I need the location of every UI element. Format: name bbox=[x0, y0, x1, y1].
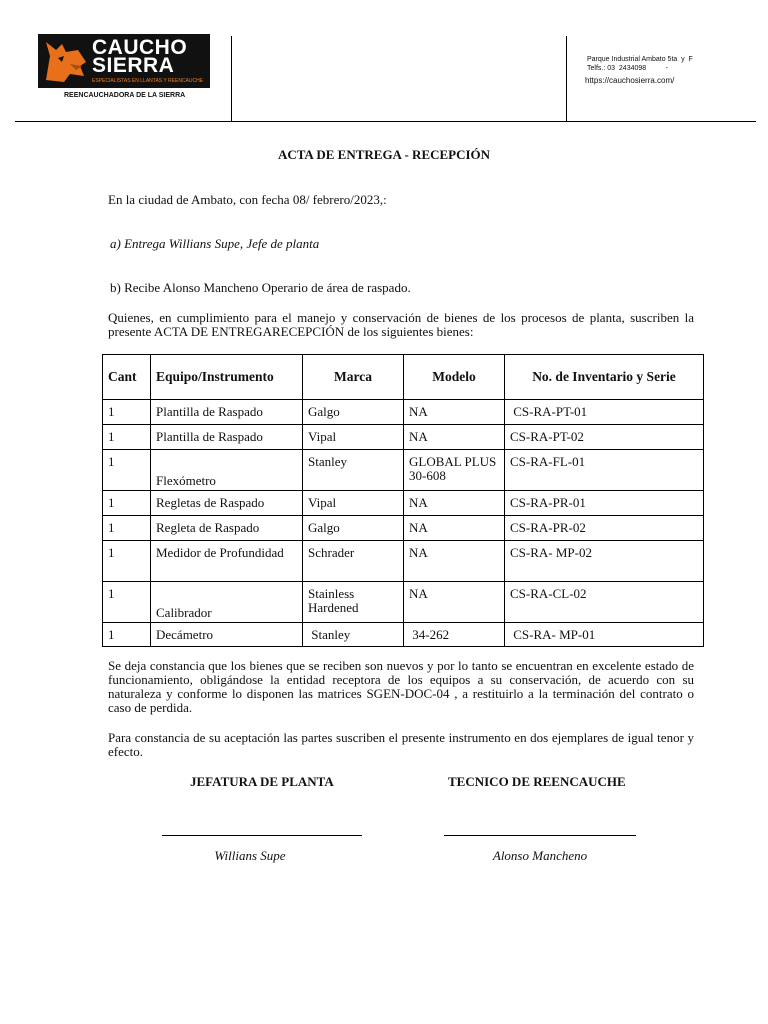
cell-inventario: CS-RA-PT-02 bbox=[505, 425, 704, 450]
cell-equipo: Regleta de Raspado bbox=[151, 516, 303, 541]
item-b: b) Recibe Alonso Mancheno Operario de área de raspado. bbox=[110, 280, 411, 295]
header-divider-1 bbox=[231, 36, 232, 122]
table-row bbox=[103, 516, 704, 541]
header-divider-2 bbox=[566, 36, 567, 122]
logo-word-caucho: CAUCHO bbox=[92, 36, 188, 59]
table-row bbox=[103, 400, 704, 425]
cell-equipo: Decámetro bbox=[151, 623, 303, 647]
cell-modelo: NA bbox=[404, 541, 505, 582]
header-equipo: Equipo/Instrumento bbox=[151, 355, 303, 400]
cell-cant: 1 bbox=[103, 450, 151, 491]
cell-inventario: CS-RA-PR-01 bbox=[505, 491, 704, 516]
signature-title-right: TECNICO DE REENCAUCHE bbox=[448, 774, 626, 789]
cell-inventario: CS-RA-PR-02 bbox=[505, 516, 704, 541]
header-inventario: No. de Inventario y Serie bbox=[505, 355, 704, 400]
cell-marca: Galgo bbox=[303, 516, 404, 541]
header-rule bbox=[15, 121, 756, 122]
item-a: a) Entrega Willians Supe, Jefe de planta bbox=[110, 236, 320, 251]
constancia-paragraph: Se deja constancia que los bienes que se reciben son nuevos y por lo tanto se encuentran en excelente estado de funcionamiento, obligándose la entidad receptora de los equipos a su conservación, de acuerdo con su naturaleza y conforme lo disponen las matrices SGEN-DOC-04 , a restituirlo a la terminación del contrato o caso de perdida. bbox=[108, 658, 694, 715]
intro-paragraph: Quienes, en cumplimiento para el manejo y conservación de bienes de los procesos de planta, suscriben la presente ACTA DE ENTREGARECEPCIÓN de los siguientes bienes: bbox=[108, 310, 694, 339]
cell-marca: Vipal bbox=[303, 491, 404, 516]
cell-equipo: Plantilla de Raspado bbox=[151, 400, 303, 425]
table-row bbox=[103, 450, 704, 491]
header-modelo: Modelo bbox=[404, 355, 505, 400]
cell-cant: 1 bbox=[103, 516, 151, 541]
cell-marca: Vipal bbox=[303, 425, 404, 450]
cell-inventario: CS-RA- MP-01 bbox=[505, 623, 704, 647]
phone: Telfs.: 03 2434098 - bbox=[587, 65, 668, 72]
logo-word-sierra: SIERRA bbox=[92, 54, 175, 77]
cell-cant: 1 bbox=[103, 400, 151, 425]
cell-cant: 1 bbox=[103, 582, 151, 623]
document-title: ACTA DE ENTREGA - RECEPCIÓN bbox=[277, 147, 491, 162]
website-link[interactable]: https://cauchosierra.com/ bbox=[585, 76, 675, 85]
cell-modelo: 34-262 bbox=[404, 623, 505, 647]
cell-equipo: Flexómetro bbox=[151, 450, 303, 491]
header-marca: Marca bbox=[303, 355, 404, 400]
cell-marca: Schrader bbox=[303, 541, 404, 582]
cell-equipo: Plantilla de Raspado bbox=[151, 425, 303, 450]
address: Parque Industrial Ambato 5ta y F bbox=[587, 56, 693, 63]
cell-modelo: GLOBAL PLUS 30-608 bbox=[404, 450, 505, 491]
cell-marca: Stanley bbox=[303, 623, 404, 647]
signature-name-left: Willians Supe bbox=[214, 848, 286, 863]
table-row bbox=[103, 541, 704, 582]
header-cant: Cant bbox=[103, 355, 151, 400]
cell-marca: Stanley bbox=[303, 450, 404, 491]
table-header-row bbox=[103, 355, 704, 400]
logo-tagline: ESPECIALISTAS EN LLANTAS Y REENCAUCHE bbox=[92, 78, 204, 84]
signature-line-left bbox=[162, 835, 362, 836]
cell-cant: 1 bbox=[103, 623, 151, 647]
cell-modelo: NA bbox=[404, 491, 505, 516]
cell-equipo: Medidor de Profundidad bbox=[151, 541, 303, 582]
table-row bbox=[103, 623, 704, 647]
wolf-icon bbox=[40, 36, 90, 86]
signature-name-right: Alonso Mancheno bbox=[492, 848, 588, 863]
cell-equipo: Regletas de Raspado bbox=[151, 491, 303, 516]
intro-text: En la ciudad de Ambato, con fecha 08/ febrero/2023,: bbox=[108, 192, 387, 207]
table-row bbox=[103, 425, 704, 450]
cell-equipo: Calibrador bbox=[151, 582, 303, 623]
cell-cant: 1 bbox=[103, 491, 151, 516]
signature-line-right bbox=[444, 835, 636, 836]
cell-marca: Galgo bbox=[303, 400, 404, 425]
cell-modelo: NA bbox=[404, 582, 505, 623]
cell-marca: Stainless Hardened bbox=[303, 582, 404, 623]
cell-modelo: NA bbox=[404, 425, 505, 450]
cell-inventario: CS-RA-FL-01 bbox=[505, 450, 704, 491]
inventory-table bbox=[102, 354, 704, 647]
cell-cant: 1 bbox=[103, 541, 151, 582]
cell-inventario: CS-RA-CL-02 bbox=[505, 582, 704, 623]
signature-title-left: JEFATURA DE PLANTA bbox=[190, 774, 334, 789]
aceptacion-paragraph: Para constancia de su aceptación las partes suscriben el presente instrumento en dos ejemplares de igual tenor y efecto. bbox=[108, 730, 694, 759]
table-row bbox=[103, 582, 704, 623]
cell-cant: 1 bbox=[103, 425, 151, 450]
cell-inventario: CS-RA- MP-02 bbox=[505, 541, 704, 582]
cell-modelo: NA bbox=[404, 400, 505, 425]
table-row bbox=[103, 491, 704, 516]
company-subtitle: REENCAUCHADORA DE LA SIERRA bbox=[64, 92, 186, 99]
cell-inventario: CS-RA-PT-01 bbox=[505, 400, 704, 425]
company-logo bbox=[38, 34, 210, 88]
cell-modelo: NA bbox=[404, 516, 505, 541]
